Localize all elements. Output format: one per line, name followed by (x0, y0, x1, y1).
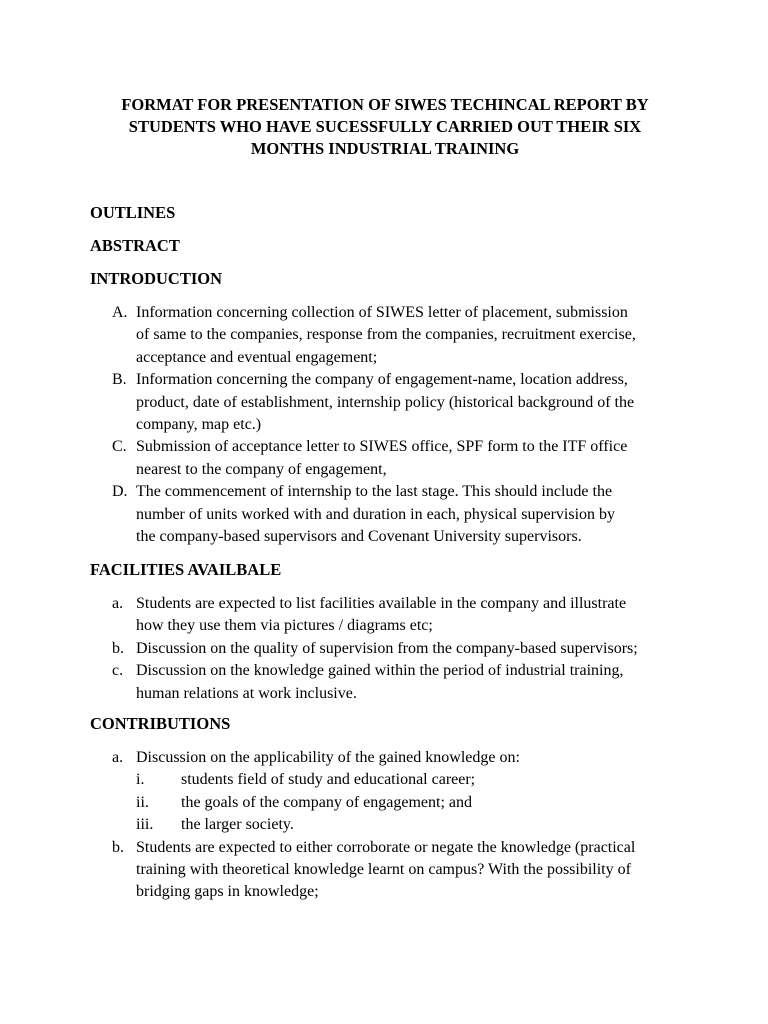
list-marker: D. (112, 483, 128, 501)
list-item-line: The commencement of internship to the last stage. This should include the (136, 483, 613, 501)
list-item (90, 747, 690, 769)
facilities-list (90, 593, 690, 705)
list-item (90, 369, 690, 436)
list-marker: A. (112, 304, 128, 321)
list-marker: b. (112, 639, 124, 657)
sub-list-item (90, 769, 690, 791)
sub-list-marker: i. (136, 771, 145, 789)
sub-list-item-text: the larger society. (181, 816, 294, 834)
list-item (90, 436, 690, 481)
list-item (90, 593, 690, 638)
list-item-line: acceptance and eventual engagement; (136, 348, 378, 366)
sub-list-item-text: the goals of the company of engagement; and (181, 793, 473, 811)
heading-outlines: OUTLINES (90, 203, 176, 222)
list-item (90, 660, 690, 705)
list-item-line: Discussion on the quality of supervision from the company-based supervisors; (136, 639, 638, 657)
sub-list-item (90, 792, 690, 814)
list-item-line: how they use them via pictures / diagrams etc; (136, 617, 433, 635)
list-item-line: Students are expected to list facilities available in the company and illustrate (136, 595, 627, 612)
list-item-line: company, map etc.) (136, 416, 262, 434)
list-marker: C. (112, 438, 127, 456)
list-marker: a. (112, 749, 124, 766)
list-item-line: of same to the companies, response from the companies, recruitment exercise, (136, 326, 636, 344)
title-line: STUDENTS WHO HAVE SUCESSFULLY CARRIED OUT THEIR SIX (128, 117, 642, 136)
heading-abstract: ABSTRACT (90, 236, 180, 255)
list-item-line: bridging gaps in knowledge; (136, 883, 319, 901)
list-marker: c. (112, 662, 124, 680)
document-title (90, 94, 680, 160)
list-item-line: number of units worked with and duration in each, physical supervision by (136, 505, 616, 523)
heading-facilities: FACILITIES AVAILBALE (90, 560, 282, 579)
heading-contributions: CONTRIBUTIONS (90, 714, 231, 733)
contributions-list (90, 747, 690, 904)
list-item (90, 481, 690, 548)
list-item-line: product, date of establishment, internship policy (historical background of the (136, 393, 635, 411)
heading-introduction: INTRODUCTION (90, 269, 223, 288)
list-item-line: the company-based supervisors and Covenant University supervisors. (136, 528, 582, 546)
sub-list-marker: iii. (136, 816, 154, 834)
list-item-line: nearest to the company of engagement, (136, 460, 387, 478)
list-item-line: Information concerning the company of engagement-name, location address, (136, 371, 628, 389)
list-marker: B. (112, 371, 127, 389)
introduction-list (90, 302, 690, 548)
list-item-line: training with theoretical knowledge learnt on campus? With the possibility of (136, 861, 631, 879)
title-line: FORMAT FOR PRESENTATION OF SIWES TECHINCAL REPORT BY (121, 95, 649, 114)
list-item-line: Information concerning collection of SIWES letter of placement, submission (136, 304, 628, 321)
list-item-line: Discussion on the applicability of the gained knowledge on: (136, 749, 520, 766)
list-item-line: Students are expected to either corroborate or negate the knowledge (practical (136, 838, 636, 856)
list-marker: b. (112, 838, 124, 856)
list-item-line: human relations at work inclusive. (136, 684, 357, 702)
sub-list-marker: ii. (136, 793, 149, 811)
sub-list-item-text: students field of study and educational career; (181, 771, 476, 789)
sub-list-item (90, 814, 690, 836)
list-item (90, 302, 690, 369)
title-line: MONTHS INDUSTRIAL TRAINING (250, 139, 520, 158)
list-item-line: Submission of acceptance letter to SIWES office, SPF form to the ITF office (136, 438, 628, 456)
list-item (90, 638, 690, 660)
list-item (90, 837, 690, 904)
list-item-line: Discussion on the knowledge gained within the period of industrial training, (136, 662, 624, 680)
list-marker: a. (112, 595, 124, 612)
